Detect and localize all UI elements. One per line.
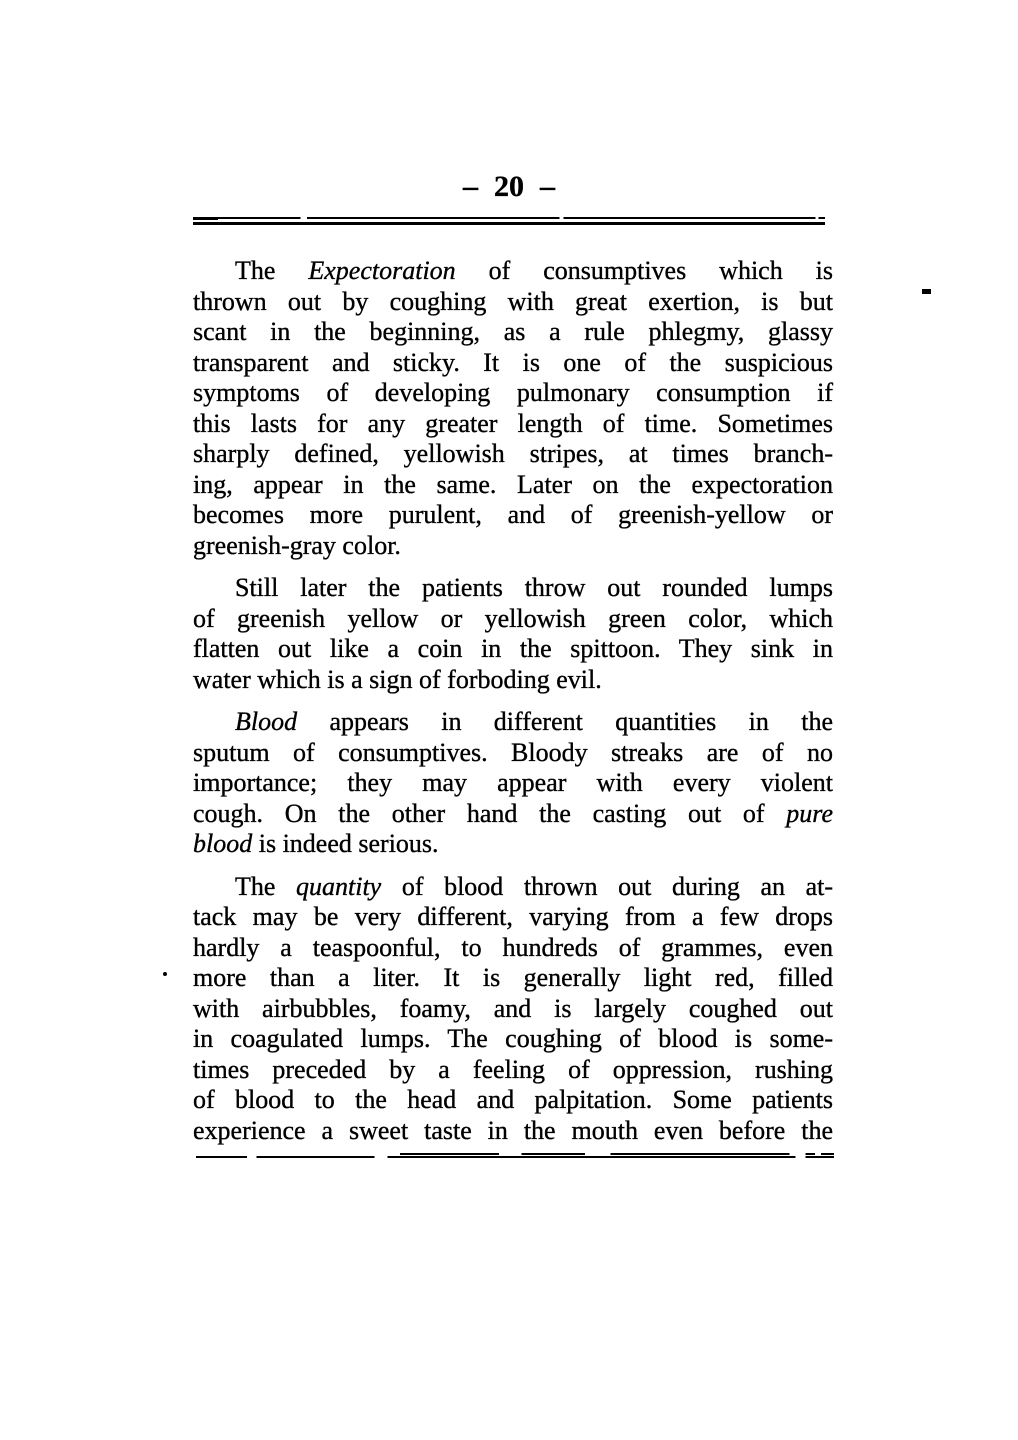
text-segment: appears in different quantities in the [297,707,833,736]
header-dash-left: – [463,170,478,203]
text-segment: experience a sweet taste in the mouth even before the [193,1115,833,1145]
text-line [193,500,833,531]
text-segment: symptoms of developing pulmonary consumption if [193,378,833,407]
text-segment: more than a liter. It is generally light red, filled [193,963,833,992]
text-line [193,409,833,440]
text-line [193,604,833,635]
text-segment: transparent and sticky. It is one of the suspicious [193,347,833,377]
italic-text-segment: quantity [296,871,382,901]
paragraph-quantity [193,872,833,1147]
text-line [193,902,833,933]
paragraph-blood [193,707,833,860]
text-line [193,1116,833,1147]
text-segment: The [235,871,297,901]
text-segment: greenish-gray color. [193,530,401,560]
text-segment: importance; they may appear with every violent [193,768,833,797]
text-line [193,287,833,318]
text-line [193,317,833,348]
text-segment: times preceded by a feeling of oppression, rushing [193,1054,833,1084]
bottom-rule-upper-line [196,1153,834,1155]
page-body-text [193,256,833,1158]
text-segment: water which is a sign of forboding evil. [193,664,602,694]
text-line [193,439,833,470]
text-segment: with airbubbles, foamy, and is largely coughed out [193,993,833,1023]
bottom-rule-lower-line [196,1156,834,1158]
text-segment: ing, appear in the same. Later on the expectoration [193,469,833,499]
text-line [193,872,833,903]
italic-text-segment: blood [193,829,253,858]
text-line [193,1085,833,1116]
text-segment: thrown out by coughing with great exertion, is but [193,286,833,316]
text-line [193,470,833,501]
italic-text-segment: Expectoration [308,256,456,285]
text-segment: scant in the beginning, as a rule phlegmy, glassy [193,317,833,346]
text-segment: cough. On the other hand the casting out of [193,798,787,828]
text-line [193,665,833,696]
text-segment: of blood to the head and palpitation. Some patients [193,1085,833,1114]
text-line [193,256,833,287]
text-line [193,994,833,1025]
text-line [193,378,833,409]
top-rule-upper-line [193,217,825,219]
text-line [193,829,833,860]
text-segment: in coagulated lumps. The coughing of blood is some- [193,1024,833,1053]
text-segment: of consumptives which is [455,256,833,285]
text-line [193,707,833,738]
ink-speck [922,289,931,294]
bottom-rule [196,1156,834,1158]
italic-text-segment: pure [786,798,833,828]
text-segment: tack may be very different, varying from a few drops [193,902,833,931]
text-segment: sputum of consumptives. Bloody streaks are of no [193,737,833,767]
text-line [193,634,833,665]
text-segment: is indeed serious. [252,829,439,858]
text-line [193,1024,833,1055]
ink-speck [163,972,167,976]
paragraph-expectoration [193,256,833,561]
text-line [193,963,833,994]
text-line [193,531,833,562]
text-segment: of greenish yellow or yellowish green color, which [193,603,833,633]
text-segment: flatten out like a coin in the spittoon. They sink in [193,634,833,663]
text-line [193,933,833,964]
page-header [193,170,825,204]
text-segment: becomes more purulent, and of greenish-yellow or [193,500,833,529]
top-rule [193,218,825,225]
text-line [193,1055,833,1086]
text-line [193,573,833,604]
italic-text-segment: Blood [235,707,298,736]
text-segment: The [235,256,309,285]
text-line [193,738,833,769]
text-line [193,348,833,379]
text-segment: of blood thrown out during an at- [381,871,833,901]
text-line [193,768,833,799]
text-line [193,799,833,830]
text-segment: hardly a teaspoonful, to hundreds of grammes, even [193,932,833,962]
text-segment: sharply defined, yellowish stripes, at times branch- [193,439,833,468]
page-number: 20 [494,170,524,203]
text-segment: Still later the patients throw out rounded lumps [235,573,833,602]
header-dash-right: – [540,170,555,203]
text-segment: this lasts for any greater length of time. Sometimes [193,408,833,438]
paragraph-rounded-lumps [193,573,833,695]
top-rule-lower-line [193,222,825,225]
